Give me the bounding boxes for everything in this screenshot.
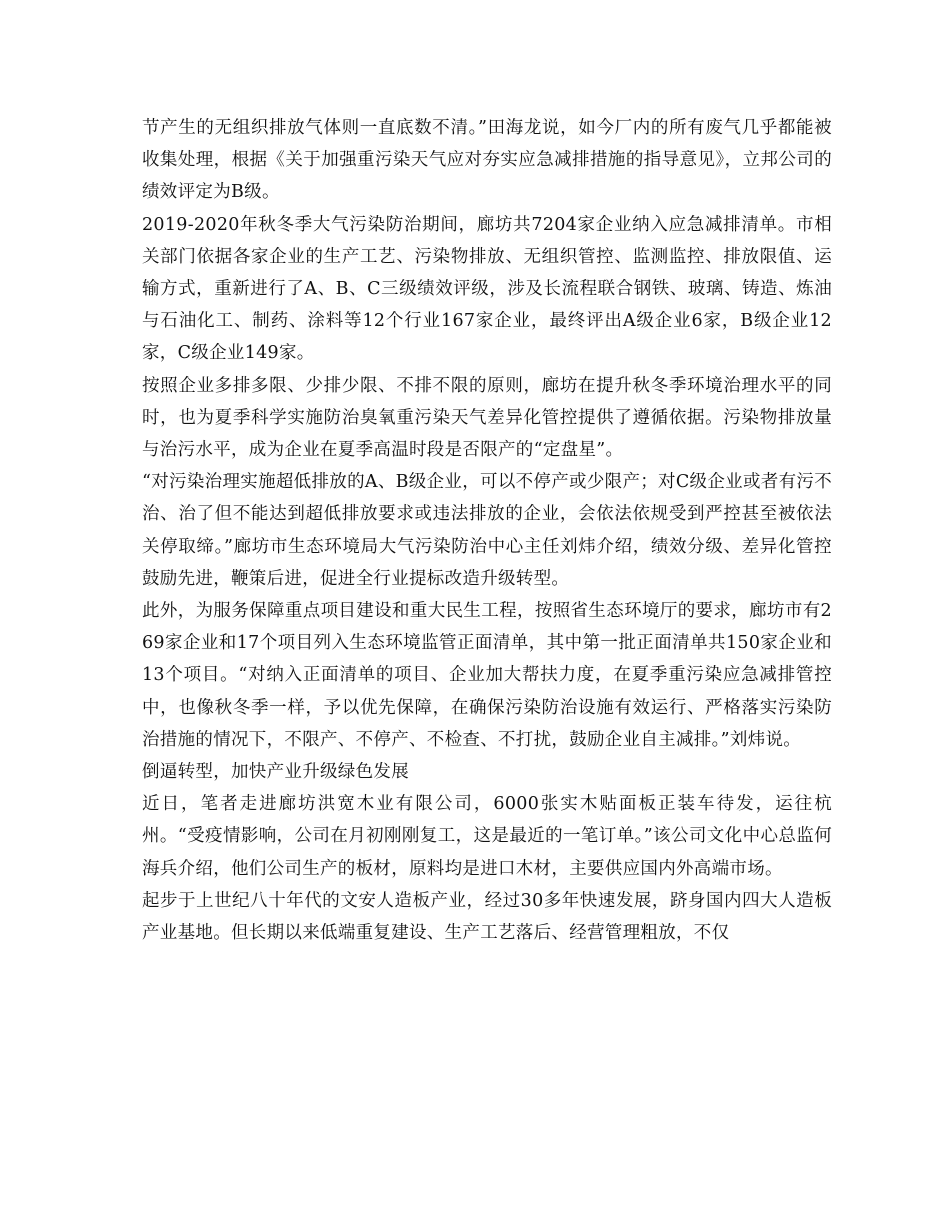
- paragraph-principle: 按照企业多排多限、少排少限、不排不限的原则，廊坊在提升秋冬季环境治理水平的同时，也为夏季科学实施防治臭氧重污染天气差异化管控提供了遵循依据。污染物排放量与治污水平，成为企业在夏季高温时段是否限产的“定盘星”。: [142, 375, 832, 461]
- paragraph-continuation: 节产生的无组织排放气体则一直底数不清。”田海龙说，如今厂内的所有废气几乎都能被收集处理，根据《关于加强重污染天气应对夯实应急减排措施的指导意见》，立邦公司的绩效评定为B级。: [142, 118, 832, 203]
- paragraph-wenan-industry: 起步于上世纪八十年代的文安人造板产业，经过30多年快速发展，跻身国内四大人造板产业基地。但长期以来低端重复建设、生产工艺落后、经营管理粗放，不仅: [142, 890, 832, 944]
- paragraph-quote-liu: “对污染治理实施超低排放的A、B级企业，可以不停产或少限产；对C级企业或者有污不治、治了但不能达到超低排放要求或违法排放的企业，会依法依规受到严控甚至被依法关停取缔。”廊坊市生态环境局大气污染防治中心主任刘炜介绍，绩效分级、差异化管控鼓励先进，鞭策后进，促进全行业提标改造升级转型。: [142, 472, 832, 589]
- paragraph-positive-list: 此外，为服务保障重点项目建设和重大民生工程，按照省生态环境厅的要求，廊坊市有269家企业和17个项目列入生态环境监管正面清单，其中第一批正面清单共150家企业和13个项目。“对纳入正面清单的项目、企业加大帮扶力度，在夏季重污染应急减排管控中，也像秋冬季一样，予以优先保障，在确保污染防治设施有效运行、严格落实污染防治措施的情况下，不限产、不停产、不检查、不打扰，鼓励企业自主减排。”刘炜说。: [142, 601, 832, 750]
- paragraph-hongkuan: 近日，笔者走进廊坊洪宽木业有限公司，6000张实木贴面板正装车待发，运往杭州。“受疫情影响，公司在月初刚刚复工，这是最近的一笔订单。”该公司文化中心总监何海兵介绍，他们公司生产的板材，原料均是进口木材，主要供应国内外高端市场。: [142, 794, 832, 879]
- section-heading: 倒逼转型，加快产业升级绿色发展: [142, 762, 409, 783]
- article-body: [142, 112, 832, 949]
- paragraph-emission-list: 2019-2020年秋冬季大气污染防治期间，廊坊共7204家企业纳入应急减排清单。市相关部门依据各家企业的生产工艺、污染物排放、无组织管控、监测监控、排放限值、运输方式，重新进行了A、B、C三级绩效评级，涉及长流程联合钢铁、玻璃、铸造、炼油与石油化工、制药、涂料等12个行业167家企业，最终评出A级企业6家，B级企业12家，C级企业149家。: [142, 214, 832, 364]
